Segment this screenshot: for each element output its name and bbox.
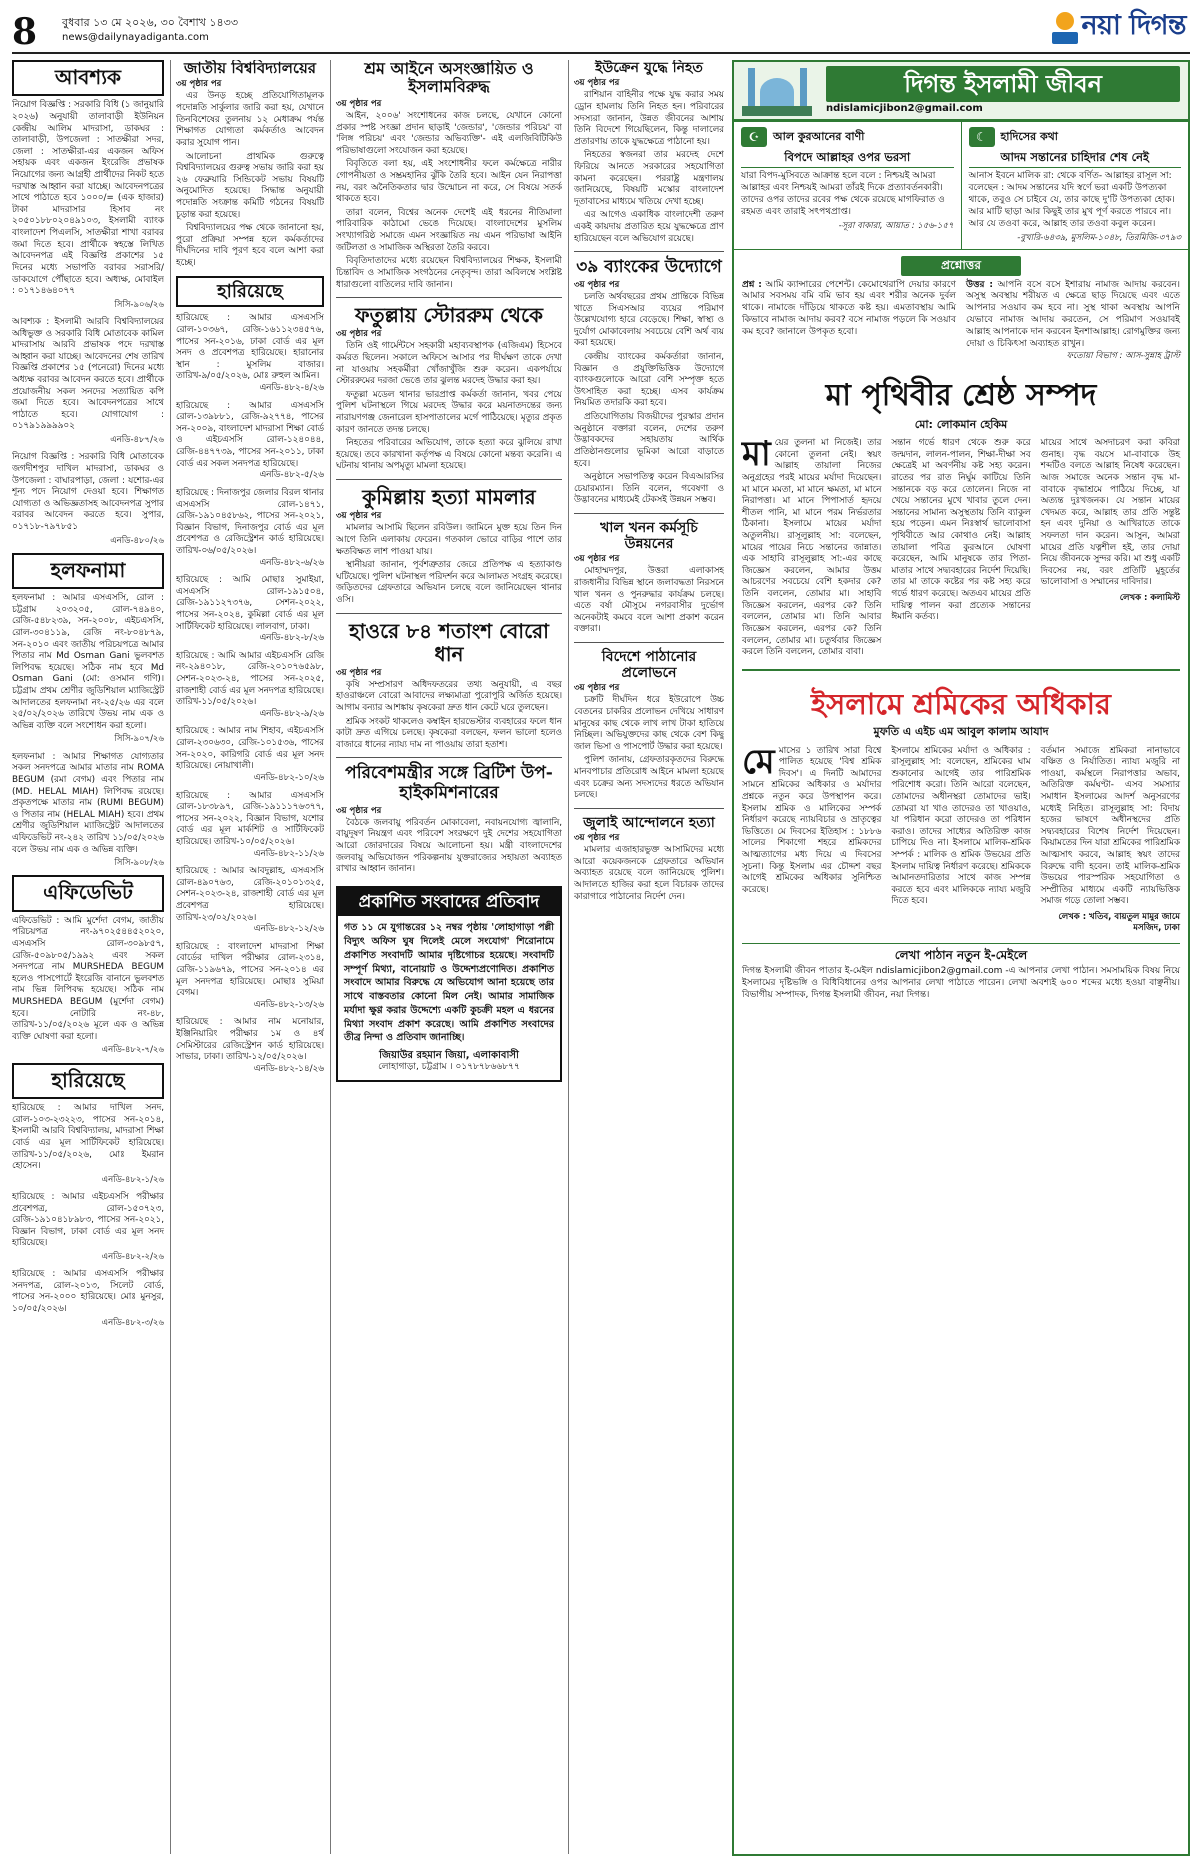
- ad-code: এনডি-৪৮২-৬/২৬: [259, 557, 324, 568]
- feature-column: [742, 741, 882, 935]
- quran-quote: [734, 122, 961, 249]
- content-columns: [12, 54, 1190, 1860]
- islamic-life-section: [732, 60, 1190, 1856]
- lost-notice: [176, 866, 324, 936]
- divider: [574, 513, 724, 514]
- protest-signature: জিয়াউর রহমান জিয়া, এলাকাবাসী: [379, 1050, 519, 1062]
- story-kicker: ৩য় পৃষ্ঠার পর: [176, 79, 222, 90]
- section-head-affidavit: হলফনামা: [12, 553, 164, 589]
- column-text: বর্তমান সমাজে শ্রমিকরা নানাভাবে বঞ্চিত ও নির্যাতিত। ন্যায্য মজুরি না পাওয়া, কর্মস্থলে নিরাপত্তার অভাব, অতিরিক্ত কর্মঘণ্টা- এসব সমস্যার সমাধান ইসলামের আদর্শ অনুসরণের মধ্যেই নিহিত। রাসূলুল্লাহ সা: বিদায় হজের ভাষণে অধীনস্থদের প্রতি সদ্ব্যবহারের বিশেষ নির্দেশ দিয়েছেন। কিয়ামতের দিন যারা শ্রমিকের পারিশ্রমিক আত্মসাৎ করবে, আল্লাহ স্বয়ং তাদের বিরুদ্ধে বাদী হবেন। তাই মালিক-শ্রমিক উভয়ের পারস্পরিক সহযোগিতা ও সম্প্রীতির মাধ্যমে একটি ন্যায়ভিত্তিক সমাজ গড়ে তোলা সম্ভব।: [1040, 745, 1180, 907]
- lost-notice: [176, 575, 324, 645]
- protest-contact: লোহাগাড়া, চট্টগ্রাম । ০১৭৮৭৮৬৬৮৭৭: [378, 1062, 520, 1073]
- paragraph: বিশ্ববিদ্যালয়ের পক্ষ থেকে জানানো হয়, পুরো প্রক্রিয়া সম্পন্ন হলে কর্মকর্তাদের দীর্ঘদিনের দাবি পূরণ হবে বলে আশা করা হচ্ছে।: [176, 223, 324, 268]
- paragraph: শ্রমিক সংকট থাকলেও কম্বাইন হারভেস্টার ব্যবহারের ফলে ধান কাটা দ্রুত এগিয়ে চলছে। কৃষকেরা বলছেন, ফলন ভালো হলেও বাজারে ধানের ন্যায্য দাম না পাওয়ায় তারা হতাশ।: [336, 716, 562, 750]
- divider: [336, 479, 562, 480]
- story-kicker: ৩য় পৃষ্ঠার পর: [336, 329, 382, 340]
- paragraph: প্রতিযোগিতায় বিজয়ীদের পুরস্কার প্রদান অনুষ্ঠানে বক্তারা বলেন, দেশের তরুণ উদ্ভাবকদের সহায়তায় আর্থিক প্রতিষ্ঠানগুলোর ভূমিকা আরো বাড়াতে হবে।: [574, 412, 724, 469]
- ad-code: এনডি-৪৮২-৮/২৬: [259, 633, 324, 644]
- section-email[interactable]: ndislamicjibon2@gmail.com: [826, 102, 983, 114]
- column-rule: [170, 60, 171, 1854]
- column-classified: [12, 60, 164, 1856]
- story-title: ফতুল্লায় স্টোররুম থেকে: [355, 303, 543, 328]
- story-title: শ্রম আইনে অসংজ্ঞায়িত ও ইসলামবিরুদ্ধ: [364, 60, 534, 97]
- column-lost-notices: [176, 60, 324, 1856]
- notice-text: হারিয়েছে : বাংলাদেশ মাদরাসা শিক্ষা বোর্ডের দাখিল পরীক্ষার রোল-২৩১৪, রেজি-১১৯৬৭৯, পাসের সন-২০১৪ এর মূল সনদপত্র হারিয়েছে। মোছাঃ সুমিয়া বেগম।: [176, 941, 324, 999]
- feature-title: মা পৃথিবীর শ্রেষ্ঠ সম্পদ: [825, 378, 1097, 414]
- paragraph: মামলার এজাহারভুক্ত আসামিদের মধ্যে আরো কয়েকজনকে গ্রেফতারে অভিযান অব্যাহত রয়েছে বলে জানিয়েছে পুলিশ। আদালতে হাজির করা হলে বিচারক তাদের কারাগারে পাঠানোর নির্দেশ দেন।: [574, 845, 724, 902]
- story-title: ৩৯ ব্যাংকের উদ্যোগে: [576, 257, 722, 278]
- header-meta: [62, 16, 238, 52]
- answer-label: উত্তর :: [966, 279, 993, 290]
- story-body: [574, 845, 724, 903]
- story-kicker: ৩য় পৃষ্ঠার পর: [574, 279, 620, 290]
- ad-code: সিসি-৯০৮/২৬: [114, 858, 164, 869]
- paragraph: নিহতের স্বজনরা তার মরদেহ দেশে ফিরিয়ে আনতে সরকারের সহযোগিতা কামনা করেছেন। পররাষ্ট্র মন্ত্রণালয় জানিয়েছে, বিষয়টি মস্কোর বাংলাদেশ দূতাবাসের মাধ্যমে খতিয়ে দেখা হচ্ছে।: [574, 150, 724, 207]
- paragraph: আইন, ২০০৬' সংশোধনের কাজ চলছে, যেখানে কোনো প্রকার স্পষ্ট সংজ্ঞা প্রদান ছাড়াই 'জেন্ডার', 'জেন্ডার পরিচয়' বা 'লিঙ্গ পরিচয়' এবং 'জেন্ডার অভিব্যক্তি'- এই এলজিবিটিকিউ পরিভাষাগুলো সংযোজন করা হয়েছে।: [336, 111, 562, 156]
- lost-notice: [176, 313, 324, 394]
- section-head-lost: হারিয়েছে: [176, 276, 324, 308]
- story-body: [176, 91, 324, 269]
- story-title: হাওরে ৮৪ শতাংশ বোরো ধান: [349, 618, 549, 666]
- ad-code: এনডি-৪৮২-১/২৬: [101, 1174, 164, 1185]
- column-news-2: [574, 60, 724, 1856]
- ad-code: এনডি-৪৮২-৭/২৬: [101, 1045, 164, 1056]
- story-kicker: ৩য় পৃষ্ঠার পর: [574, 78, 620, 89]
- quote-text: আনাস ইবনে মালিক রা: থেকে বর্ণিত- আল্লাহর রাসূল সা: বলেছেন : আদম সন্তানের যদি স্বর্ণে ভরা একটি উপত্যকা থাকে, তবুও সে চাইবে যে, তার কাছে দু'টি উপত্যকা হোক। আর মাটি ছাড়া আর কিছুই তার মুখ পূর্ণ করতে পারবে না। আর যে তওবা করে, আল্লাহ তার তওবা কবুল করেন।: [968, 171, 1175, 229]
- feature-byline: মো: লোকমান হেকিম: [914, 417, 1008, 431]
- ad-code: এনডি-৪৮৭/২৬: [110, 435, 164, 446]
- ad-code: এনডি-৪৮০/২৬: [110, 535, 164, 546]
- date-line: বুধবার ১৩ মে ২০২৬, ৩০ বৈশাখ ১৪৩৩: [62, 15, 238, 29]
- classified-item: হলফনামা : আমার এসএসসি, রোল : চট্টগ্রাম ২০৩২০৫, রোল-৭৪৯৪০, রেজি-৫৪৮২৩৯, সন-২০০৮, এইচএসসি, রোল-৩০৪১১৯, রেজি নং-৮০৪৮৭৯, সন-২০১০ এবং জাতীয় পরিচয়পত্রে আমার পিতার নাম Md Osman Gani ভুলবশত লিপিবদ্ধ হয়েছে। সঠিক নাম হবে Md Osman Gani (মো: ওসমান গণি)। চট্টগ্রাম প্রথম শ্রেণীর জুডিশিয়াল ম্যাজিস্ট্রেট আদালতের হলফনামা নং-২৫/২৬ এর বলে ২৫/০২/২০২৬ তারিখে উভয় নাম এক ও অভিন্ন ব্যক্তি বলে সংশোধন করা হলো।: [12, 593, 164, 731]
- notice-text: হারিয়েছে : আমি মোছাঃ সুমাইয়া, এসএসসি রোল-১৯১৫০৪, রেজি-১৯১১২৭৩৭৬, সেশন-২০২২, পাসের সন-২০২৪, কুমিল্লা বোর্ড এর মূল সার্টিফিকেট হারিয়েছে। লালবাগ, ঢাকা।: [176, 575, 324, 632]
- feature-column: ইসলামে শ্রমিকের মর্যাদা ও অধিকার : রাসূলুল্লাহ সা: বলেছেন, শ্রমিকের ঘাম শুকানোর আগেই তার পারিশ্রমিক পরিশোধ করো। তিনি আরো বলেছেন, তোমাদের অধীনস্থরা তোমাদের ভাই। তোমরা যা খাও তাদেরও তা খাওয়াও, যা পরিধান করো তাদেরও তা পরিধান করাও। তাদের সাধ্যের অতিরিক্ত কাজ চাপিয়ে দিও না। ইসলামে মালিক-শ্রমিক সম্পর্ক : মালিক ও শ্রমিক উভয়ের প্রতি ইসলাম দায়িত্ব নির্ধারণ করেছে। শ্রমিককে আমানতদারিতার সাথে কাজ সম্পন্ন করতে হবে এবং মালিককে ন্যায্য মজুরি দিতে হবে।: [891, 745, 1031, 907]
- paragraph: চক্রটি দীর্ঘদিন ধরে ইউরোপে উচ্চ বেতনের চাকরির প্রলোভন দেখিয়ে সাধারণ মানুষের কাছ থেকে লাখ লাখ টাকা হাতিয়ে নিচ্ছিল। অভিযুক্তদের কাছ থেকে বেশ কিছু জাল ভিসা ও পাসপোর্ট উদ্ধার করা হয়েছে।: [574, 695, 724, 752]
- ad-code: এনডি-৪৮২-১০/২৬: [253, 772, 324, 783]
- notice-text: হারিয়েছে : দিনাজপুর জেলার বিরল থানার এসএসসি রোল-১৪৭১, রেজি-১৯১০৪৫৮৬২, পাসের সন-২০২১, বিজ্ঞান বিভাগ, দিনাজপুর বোর্ড এর মূল প্রবেশপত্র ও রেজিস্ট্রেশন কার্ড হারিয়েছে। তারিখ-০৬/০৫/২০২৬।: [176, 487, 324, 556]
- quote-boxes: [734, 122, 1188, 250]
- notice-text: হারিয়েছে : আমার নাম শিহাব, এইচএসসি রোল-২৩০৬৩০, রেজি-১০১৫৩৬, পাসের সন-২০২০, কারিগরি বোর্ড এর মূল সনদ হারিয়েছে। নোয়াখালী।: [176, 726, 324, 772]
- lost-notice: [176, 401, 324, 482]
- notice-text: হারিয়েছে : আমার এসএসসি রোল-১৮৩৮৯৭, রেজি-১৯১১১৭৬৩৭৭, পাসের সন-২০২২, বিজ্ঞান বিভাগ, যশোর বোর্ড এর মূল মার্কশিট ও সার্টিফিকেট হারিয়েছে। তারিখ-১০/০৫/২০২৬।: [176, 790, 324, 847]
- column-rule: [568, 60, 569, 1854]
- paragraph: বিবৃতিতে বলা হয়, এই সংশোধনীর ফলে কর্মক্ষেত্রে নারীর গোপনীয়তা ও সম্ভ্রমহানির ঝুঁকি তৈরি হবে। আইন যেন নিরাপত্তা নয়, বরং অনৈতিকতার দ্বার উন্মোচন না করে, সে বিষয়ে সতর্ক থাকতে হবে।: [336, 159, 562, 205]
- feature-body: [734, 434, 1188, 659]
- paragraph: কেন্দ্রীয় ব্যাংকের কর্মকর্তারা জানান, বিজ্ঞান ও প্রযুক্তিভিত্তিক উদ্যোগে ব্যাংকগুলোকে আরো বেশি সম্পৃক্ত হতে উৎসাহিত করা হচ্ছে। এসব কার্যক্রম নিয়মিত তদারকি করা হবে।: [574, 352, 724, 409]
- story-kicker: ৩য় পৃষ্ঠার পর: [336, 98, 382, 109]
- protest-body: গত ১১ মে যুগান্তরের ১২ নম্বর পৃষ্ঠায় 'লোহাগাড়া পল্লী বিদ্যুৎ অফিস ঘুষ দিলেই মেলে সংযোগ' শিরোনামে প্রকাশিত সংবাদটি আমার দৃষ্টিগোচর হয়েছে। সংবাদটি সম্পূর্ণ মিথ্যা, বানোয়াট ও উদ্দেশ্যপ্রণোদিত। প্রকাশিত সংবাদে আমার বিরুদ্ধে যে অভিযোগ আনা হয়েছে তার সাথে বাস্তবতার কোনো মিল নেই। আমার সামাজিক মর্যাদা ক্ষুণ্ণ করার উদ্দেশ্যে একটি কুচক্রী মহল এ ধরনের মিথ্যা সংবাদ প্রকাশ করেছে। আমি প্রকাশিত সংবাদের তীব্র নিন্দা ও প্রতিবাদ জানাচ্ছি।: [344, 922, 554, 1044]
- ad-code: এনডি-৪৮২-৯/২৬: [259, 708, 324, 719]
- section-head-affidavit-2: এফিডেভিট: [12, 875, 164, 911]
- story-title: কুমিল্লায় হত্যা মামলার: [362, 485, 536, 510]
- ad-code: সিসি-৯০৬/২৬: [114, 299, 164, 310]
- column-news-1: [336, 60, 562, 1856]
- story-kicker: ৩য় পৃষ্ঠার পর: [336, 667, 382, 678]
- answer-text: আপনি বসে বসে ইশারায় নামাজ আদায় করবেন। অসুস্থ অবস্থায় শরীয়ত এ ক্ষেত্রে ছাড় দিয়েছে এবং এতে আপনার সওয়াব কম হবে না। সুস্থ থাকা অবস্থায় আপনি যেভাবে নামাজ আদায় করতেন, সে পরিমাণ সওয়াবই আল্লাহ আপনাকে দান করবেন ইনশাআল্লাহ। রোগমুক্তির জন্য দোয়া ও চিকিৎসা অব্যাহত রাখুন।: [966, 279, 1180, 349]
- paragraph: এর উনড় হচ্ছে প্রতিযোগিতামূলক পদোন্নতি সার্কুলার জারি করা হয়, যেখানে তিনবিশেষের তুলনায় ১২ মেধাক্রম পর্যন্ত শিক্ষাগত যোগ্যতা কর্মকর্তাও আবেদন করার সুযোগ পান।: [176, 91, 324, 148]
- story-body: [574, 695, 724, 801]
- writer-note: লেখক : কলামিস্ট: [1119, 593, 1180, 604]
- feature-column: [1041, 746, 1180, 935]
- story-title: বিদেশে পাঠানোর প্রলোভনে: [601, 649, 697, 682]
- divider: [742, 669, 1180, 671]
- hadith-quote: [961, 122, 1189, 249]
- divider: [574, 251, 724, 252]
- divider: [336, 613, 562, 614]
- paragraph: এর আগেও একাধিক বাংলাদেশী তরুণ একই কায়দায় প্রতারিত হয়ে যুদ্ধক্ষেত্রে প্রাণ হারিয়েছেন বলে অভিযোগ রয়েছে।: [574, 210, 724, 244]
- protest-notice: [336, 886, 562, 1082]
- awashyak-list: [12, 100, 164, 546]
- story-body: [336, 111, 562, 291]
- ad-code: এনডি-৪৮২-১১/২৬: [253, 848, 324, 859]
- feature-byline: মুফতি এ এইচ এম আবুল কালাম আযাদ: [873, 725, 1049, 739]
- sun-logo-icon: [1052, 10, 1078, 44]
- quote-reference: -বুখারি-৬৪৩৯, মুসলিম-১০৪৮, তিরমিজি-৩৭৯৩: [1017, 232, 1181, 243]
- lost-notice: [176, 651, 324, 721]
- paragraph: স্থানীয়রা জানান, পূর্বশত্রুতার জেরে প্রতিপক্ষ এ হত্যাকাণ্ড ঘটিয়েছে। পুলিশ ঘটনাস্থল পরিদর্শন করে আলামত সংগ্রহ করেছে। জড়িতদের গ্রেফতারে অভিযান চলছে বলে জানিয়েছেন থানার ওসি।: [336, 560, 562, 605]
- submission-box: [742, 943, 1180, 1002]
- notice-text: হারিয়েছে : আমার আবদুল্লাহ, এসএসসি রোল-৪৯০৭৬৩, রেজি-২০১০১৩২৫, সেশন-২০২৩-২৪, রাজশাহী বোর্ড এর মূল প্রবেশপত্র হারিয়েছে। তারিখ-২৩/০২/২০২৬।: [176, 866, 324, 923]
- contact-email[interactable]: news@dailynayadiganta.com: [62, 31, 209, 43]
- column-text: মাসের ১ তারিখ সারা বিশ্বে পালিত হয়েছে 'বিশ্ব শ্রমিক দিবস'। এ দিনটি আমাদের সামনে শ্রমিকের অধিকার ও মর্যাদার প্রশ্নকে নতুন করে উপস্থাপন করে। ইসলাম শ্রমিক ও মালিকের সম্পর্ক নির্ধারণ করেছে ন্যায়বিচার ও ভ্রাতৃত্বের ভিত্তিতে। মে দিবসের ইতিহাস : ১৮৮৬ সালের শিকাগো শহরে শ্রমিকদের আত্মত্যাগের মধ্য দিয়ে এ দিবসের সূচনা। কিন্তু ইসলাম এর চৌদ্দশ বছর আগেই শ্রমিকের অধিকার সুনিশ্চিত করেছে।: [742, 745, 882, 895]
- lost-notice: [176, 1017, 324, 1075]
- ad-code: এনডি-৪৮২-১৪/২৬: [253, 1063, 324, 1074]
- label-text: হাদিসের কথা: [1000, 129, 1058, 143]
- drop-cap: মা: [742, 434, 771, 475]
- paragraph: বিবৃতিদাতাদের মধ্যে রয়েছেন বিশ্ববিদ্যালয়ের শিক্ষক, ইসলামী চিন্তাবিদ ও সামাজিক সংগঠনের নেতৃবৃন্দ। তারা অবিলম্বে সংশ্লিষ্ট ধারাগুলো বাতিলের দাবি জানান।: [336, 256, 562, 290]
- feature-column: সন্তান গর্ভে ধারণ থেকে শুরু করে জন্মদান, লালন-পালন, শিক্ষা-দীক্ষা সব ক্ষেত্রেই মা অবর্ণনীয় কষ্ট সহ্য করেন। রাতের পর রাত নির্ঘুম কাটিয়ে তিনি সন্তানকে বড় করে তোলেন। নিজে না খেয়ে সন্তানের মুখে খাবার তুলে দেন। সন্তানের সামান্য অসুস্থতায় তিনি ব্যাকুল হয়ে পড়েন। এমন নিঃস্বার্থ ভালোবাসা পৃথিবীতে আর কোথাও নেই। আল্লাহ তায়ালা পবিত্র কুরআনে ঘোষণা করেছেন, আমি মানুষকে তার পিতা-মাতার সাথে সদ্ব্যবহারের নির্দেশ দিয়েছি। তার মা তাকে কষ্টের পর কষ্ট সহ্য করে গর্ভে ধারণ করেছে। অতএব মায়ের প্রতি দায়িত্ব পালন করা প্রত্যেক সন্তানের ঈমানি কর্তব্য।: [891, 438, 1031, 623]
- paragraph: আলোচনা প্রাথমিক গুরুত্বে বিশ্ববিদ্যালয়ের গুরুত্ব সভায় জারি করা হয় ২৬ ফেব্রুয়ারি সিন্ডিকেট সভায় বিষয়টি অনুমোদিত হয়েছে। সিদ্ধান্ত অনুযায়ী পদোন্নতি সংক্রান্ত কমিটি গঠনের বিষয়টি চূড়ান্ত করা হয়েছে।: [176, 151, 324, 220]
- page-number: 8: [12, 11, 38, 53]
- quote-title: বিপদে আল্লাহর ওপর ভরসা: [741, 150, 954, 168]
- quote-title: আদম সন্তানের চাহিদার শেষ নেই: [969, 150, 1182, 168]
- story-body: [574, 90, 724, 245]
- quote-reference: -সূরা বাকারা, আয়াত : ১৫৬-১৫৭: [838, 220, 954, 231]
- paragraph: তিনি ওই গার্মেন্টসে সহকারী মহাব্যবস্থাপক (এজিএম) হিসেবে কর্মরত ছিলেন। সকালে অফিসে আসার পর দীর্ঘক্ষণ তাকে দেখা না যাওয়ায় সহকর্মীরা খোঁজাখুঁজি শুরু করেন। একপর্যায়ে স্টোররুমের দরজা ভেঙে তার ঝুলন্ত মরদেহ উদ্ধার করা হয়।: [336, 341, 562, 387]
- writer-note: লেখক : খতিব, বায়তুল মামুর জামে মসজিদ, ঢাকা: [1058, 912, 1180, 934]
- mosque-icon: [742, 68, 812, 116]
- notice-text: হারিয়েছে : আমার এসএসসি রোল-১০৩৬৭, রেজি-১৬১১২৩৪৫৭৬, পাসের সন-২০১৬, ঢাকা বোর্ড এর মূল সনদ ও প্রবেশপত্র হারিয়েছে। হারানোর স্থান : মুসলিম বাজার। তারিখ-৯/০৫/২০২৬, মোঃ রুহুল আমিন।: [176, 313, 324, 382]
- logo-text: নয়া দিগন্ত: [1081, 10, 1186, 41]
- paragraph: মোহাম্মদপুর, উত্তরা এলাকাসহ রাজধানীর বিভিন্ন স্থানে জলাবদ্ধতা নিরসনে খাল খনন ও পুনরুদ্ধার কার্যক্রম চলছে। এতে বর্ষা মৌসুমে নগরবাসীর দুর্ভোগ অনেকটাই কমবে বলে আশা প্রকাশ করেন বক্তারা।: [574, 566, 724, 635]
- classified-item: হারিয়েছে : আমার এসএসসি পরীক্ষার সনদপত্র, রোল-২০১৩, সিলেট বোর্ড, পাসের সন-২০০০ হারিয়েছে। মোঃ মুনসুর, ১০/০৫/২০২৬।: [12, 1269, 164, 1315]
- feature-title: ইসলামে শ্রমিকের অধিকার: [811, 686, 1111, 721]
- ad-code: এনডি-৪৮২-৫/২৬: [259, 470, 324, 481]
- ad-code: এনডি-৪৮২-৩/২৬: [101, 1317, 164, 1328]
- paragraph: ফতুল্লা মডেল থানার ভারপ্রাপ্ত কর্মকর্তা জানান, খবর পেয়ে পুলিশ ঘটনাস্থলে গিয়ে মরদেহ উদ্ধার করে ময়নাতদন্তের জন্য নারায়ণগঞ্জ জেনারেল হাসপাতালের মর্গে পাঠিয়েছে। মৃত্যুর প্রকৃত কারণ জানতে তদন্ত চলছে।: [336, 389, 562, 435]
- story-title: জুলাই আন্দোলনে হত্যা: [583, 814, 715, 831]
- story-body: [336, 523, 562, 606]
- story-body: [336, 341, 562, 473]
- story-body: [574, 566, 724, 636]
- drop-cap: মে: [742, 741, 775, 782]
- section-title: দিগন্ত ইসলামী জীবন: [826, 66, 1180, 102]
- classified-item: নিয়োগ বিজ্ঞপ্তি : সরকারি বিধি (১ জানুয়ারি ২০২৬) অনুযায়ী তালাবাড়ী ইউনিয়ন কেন্দ্রীয় আলিম মাদরাসা, ডাকঘর : তালাবাড়ী, উপজেলা : সাতক্ষীরা সদর, জেলা : সাতক্ষীরা-এর একজন অফিস সহায়ক এবং একজন ইংরেজি প্রভাষক নিয়োগের জন্য আগ্রহী প্রার্থীদের নিকট হতে দরখাস্ত আহ্বান করা যাচ্ছে। আবেদনপত্রের সাথে পাঠাতে হবে ১০০০/= (এক হাজার) টাকা মাদরাসার হিসাব নং ২০৫০১৮৮০২০৪৯১০৩, ইসলামী ব্যাংক বাংলাদেশ পিএলসি, সাতক্ষীরা শাখা বরাবর জমা দিতে হবে। প্রার্থীকে স্বহস্তে লিখিত আবেদনপত্র এই বিজ্ঞপ্তি প্রকাশের ১৫ দিনের মধ্যে সভাপতি বরাবর সরাসরি/ডাকযোগে পৌঁছাতে হবে। অধ্যক্ষ, মোবাইল : ০১৭১৪৬৪০৭৭: [12, 100, 164, 297]
- ad-code: এনডি-৪৮২-১২/২৬: [253, 924, 324, 935]
- paragraph: তারা বলেন, বিশ্বের অনেক দেশেই এই ধরনের নীতিমালা পারিবারিক কাঠামো ভেঙে দিয়েছে। বাংলাদেশের মুসলিম সংখ্যাগরিষ্ঠ সমাজে এমন সংজ্ঞায়িত নয় এমন পরিভাষা আইনি জটিলতা ও সামাজিক অস্থিরতা তৈরি করবে।: [336, 207, 562, 253]
- story-kicker: ৩য় পৃষ্ঠার পর: [574, 554, 620, 565]
- story-kicker: ৩য় পৃষ্ঠার পর: [336, 511, 382, 522]
- story-body: [336, 680, 562, 752]
- question-label: প্রশ্ন :: [742, 279, 762, 290]
- hadith-label: [969, 127, 1182, 147]
- divider: [336, 297, 562, 298]
- quran-label: [741, 127, 954, 147]
- crescent-icon: ☾: [969, 127, 995, 147]
- lost-notice: [176, 726, 324, 784]
- notice-text: হারিয়েছে : আমার এসএসসি রোল-১৩৯৮৮১, রেজি-৯২৭৭৪, পাসের সন-২০০৯, বাংলাদেশ মাদরাসা শিক্ষা বোর্ড ও এইচএসসি রোল-১২৪০৪৪, রেজি-৪৪৭৭৩৯, পাসের সন-২০১১, ঢাকা বোর্ড এর সকল সনদপত্র হারিয়েছে।: [176, 400, 324, 469]
- column-text: মায়ের সাথে অসদাচরণ করা কবিরা গুনাহ। বৃদ্ধ বয়সে মা-বাবাকে উহ শব্দটিও বলতে আল্লাহ নিষেধ করেছেন। আজ সমাজে অনেক সন্তান বৃদ্ধ মা-বাবাকে বৃদ্ধাশ্রমে পাঠিয়ে দিচ্ছে, যা অত্যন্ত দুঃখজনক। যে সন্তান মায়ের খেদমত করে, আল্লাহ তার প্রতি সন্তুষ্ট হন এবং দুনিয়া ও আখিরাতে তাকে সফলতা দান করেন। আসুন, আমরা মায়ের প্রতি যত্নশীল হই, তার দোয়া নিয়ে জীবনকে সুন্দর করি। মা শুধু একটি দিবসের নয়, বরং প্রতিটি মুহূর্তের ভালোবাসা ও সম্মানের দাবিদার।: [1040, 438, 1180, 588]
- classified-item: নিয়োগ বিজ্ঞপ্তি : সরকারি বিধি মোতাবেক জগদীশপুর দাখিল মাদরাসা, ডাকঘর ও উপজেলা : বাঘারপাড়া, জেলা : যশোর-এর শূন্য পদে নিয়োগ দেওয়া হবে। শিক্ষাগত যোগ্যতা ও অভিজ্ঞতাসহ আবেদনপত্র সুপার বরাবর আবেদন করতে হবে। সুপার, ০১৭১৮-৭৯৭৮৫১: [12, 452, 164, 532]
- paragraph: কৃষি সম্প্রসারণ অধিদফতরের তথ্য অনুযায়ী, এ বছর হাওরাঞ্চলে বোরো আবাদের লক্ষ্যমাত্রা পুরোপুরি অর্জিত হয়েছে। আগাম বন্যার আশঙ্কায় কৃষকেরা দ্রুত ধান কেটে ঘরে তুলছেন।: [336, 679, 562, 713]
- column-rule: [330, 60, 331, 1854]
- section-head-lost: হারিয়েছে: [12, 1063, 164, 1099]
- classified-item: হারিয়েছে : আমার দাখিল সনদ, রোল-১০৩-২৩২২৩, পাসের সন-২০১৪, ইসলামী আরবি বিশ্ববিদ্যালয়, মাদরাসা শিক্ষা বোর্ড এর মূল সার্টিফিকেট হারিয়েছে। তারিখ-১১/০৫/২০২৬, মোঃ ইমরান হোসেন।: [12, 1103, 164, 1172]
- divider: [574, 808, 724, 809]
- qa-question: [742, 280, 956, 362]
- classified-item: হলফনামা : আমার শিক্ষাগত যোগ্যতার সকল সনদপত্রে আমার মাতার নাম ROMA BEGUM (রমা বেগম) এবং পিতার নাম (MD. HELAL MIAH) লিপিবদ্ধ রয়েছে। প্রকৃতপক্ষে মাতার নাম (RUMI BEGUM) ও পিতার নাম (HELAL MIAH) হবে। প্রথম শ্রেণীর জুডিশিয়াল ম্যাজিস্ট্রেট আদালতের এফিডেভিট নং-২৪২ তারিখ ১১/০৫/২০২৬ বলে উভয় নাম এক ও অভিন্ন ব্যক্তি।: [12, 751, 164, 855]
- lost-notice: [176, 942, 324, 1012]
- ad-code: এনডি-৪৮২-৪/২৬: [259, 383, 324, 394]
- paragraph: রাশিয়ান বাহিনীর পক্ষে যুদ্ধ করার সময় ড্রোন হামলায় তিনি নিহত হন। পরিবারের সদস্যরা জানান, উন্নত জীবনের আশায় তিনি বিদেশে গিয়েছিলেন, কিন্তু দালালের প্রতারণায় তাকে যুদ্ধক্ষেত্রে পাঠানো হয়।: [574, 90, 724, 147]
- classified-item: এফিডেভিট : আমি মুর্শেদা বেগম, জাতীয় পরিচয়পত্র নং-৯৭০২৫৪৪৫২০২০, এসএসসি রোল-৩০৯৮৫৭, রেজি-৫০৯৮০৫/১৯৯২ এবং সকল সনদপত্রে নাম MURSHEDA BEGUM হলেও পাসপোর্টে ইংরেজি বানানে ভুলবশত নাম ভিন্ন লিপিবদ্ধ হয়েছে। সঠিক নাম MURSHEDA BEGUM (মুর্শেদা বেগম) হবে। নোটারি নং-৪৮, তারিখ-১১/০৫/২০২৬ মূলে এক ও অভিন্ন ব্যক্তি ঘোষণা করা হলো।: [12, 915, 164, 1042]
- story-title: জাতীয় বিশ্ববিদ্যালয়ের: [183, 60, 317, 77]
- paragraph: মামলার আসামি ছিলেন রবিউল। জামিনে মুক্ত হয়ে তিন দিন আগে তিনি এলাকায় ফেরেন। গতকাল ভোরে বাড়ির পাশে তার ক্ষতবিক্ষত লাশ পাওয়া যায়।: [336, 523, 562, 557]
- qa-answer: [966, 280, 1180, 362]
- submission-title: লেখা পাঠান নতুন ই-মেইলে: [894, 947, 1028, 962]
- question-text: আমি ক্যান্সারের পেশেন্ট। কেমোথেরাপি দেয়ার কারণে আমার সবসময় বমি বমি ভাব হয় এবং শরীর অনেক দুর্বল থাকে। নামাজে দাঁড়িয়ে থাকতে কষ্ট হয়। এমতাবস্থায় আমি কিভাবে নামাজ আদায় করব? বসে নামাজ পড়লে কি সওয়াব কম হবে? জানালে উপকৃত হবো।: [742, 279, 956, 338]
- story-kicker: ৩য় পৃষ্ঠার পর: [336, 805, 382, 816]
- divider: [574, 642, 724, 643]
- column-text: য়ের তুলনা মা নিজেই। তার কোনো তুলনা নেই। স্বয়ং আল্লাহ তায়ালা নিজের অনুগ্রহের পরই মায়ের মর্যাদা দিয়েছেন। মা মানে মমতা, মা মানে ক্ষমতা, মা মানে নিরাপত্তা। মা মানে পিপাসার্ত হৃদয়ে শীতল পানি, মা মানে পরম নির্ভরতার ঠিকানা। ইসলামে মায়ের মর্যাদা অতুলনীয়। রাসূলুল্লাহ সা: বলেছেন, মায়ের পায়ের নিচে সন্তানের জান্নাত। এক সাহাবি রাসূলুল্লাহ সা:-এর কাছে জিজ্ঞেস করলেন, আমার উত্তম আচরণের সবচেয়ে বেশি হকদার কে? তিনি বললেন, তোমার মা। সাহাবি জিজ্ঞেস করলেন, এরপর কে? তিনি বললেন, তোমার মা। তিনি আবার জিজ্ঞেস করলেন, এরপর কে? তিনি বললেন, তোমার মা। চতুর্থবার জিজ্ঞেস করলে তিনি বললেন, তোমার বাবা।: [742, 438, 882, 658]
- submission-body: দিগন্ত ইসলামী জীবন পাতার ই-মেইল ndislamicjibon2@gmail.com -এ আপনার লেখা পাঠান। সমসাময়িক বিষয় নিয়ে ইসলামের দৃষ্টিভঙ্গি ও বিধিবিধানের ওপর আপনার লেখা পাঠাতে পারেন। লেখা অবশ্যই ৬০০ শব্দের মধ্যে হওয়া বাঞ্ছনীয়। বিভাগীয় সম্পাদক, দিগন্ত ইসলামী জীবন, নয়া দিগন্ত।: [742, 966, 1180, 1001]
- ad-code: সিসি-৯০৭/২৬: [114, 734, 164, 745]
- qa-title: প্রশ্নোত্তর: [901, 256, 1021, 276]
- paragraph: অনুষ্ঠানে সভাপতিত্ব করেন বিএআরসির চেয়ারম্যান। তিনি বলেন, গবেষণা ও উদ্ভাবনের মাধ্যমেই টেকসই উন্নয়ন সম্ভব।: [574, 472, 724, 506]
- section-head-awashyak: আবশ্যক: [12, 60, 164, 96]
- paragraph: চলতি অর্থবছরের প্রথম প্রান্তিকে বিভিন্ন খাতে সিএসআর ব্যয়ের পরিমাণ উল্লেখযোগ্য হারে বেড়েছে। শিক্ষা, স্বাস্থ্য ও দুর্যোগ মোকাবেলায় সবচেয়ে বেশি অর্থ ব্যয় করা হয়েছে।: [574, 292, 724, 349]
- story-kicker: ৩য় পৃষ্ঠার পর: [574, 833, 620, 844]
- paragraph: নিহতের পরিবারের অভিযোগ, তাকে হত্যা করে ঝুলিয়ে রাখা হয়েছে। তবে কারখানা কর্তৃপক্ষ এ বিষয়ে কোনো মন্তব্য করেনি। এ ঘটনায় থানায় অপমৃত্যু মামলা হয়েছে।: [336, 438, 562, 472]
- story-body: [336, 818, 562, 876]
- classified-item: হারিয়েছে : আমার এইচএসসি পরীক্ষার প্রবেশপত্র, রোল-১৫০৭২৩, রেজি-১৯১০৪১৮৯৮৩, পাসের সন-২০২১, বিজ্ঞান বিভাগ, ঢাকা বোর্ড এর মূল সনদ হারিয়েছে।: [12, 1191, 164, 1249]
- ad-code: এনডি-৪৮২-১৩/২৬: [253, 999, 324, 1010]
- divider: [336, 757, 562, 758]
- qa-block: [734, 280, 1188, 362]
- newspaper-logo: [1052, 8, 1186, 44]
- feature-column: [1041, 438, 1180, 659]
- lost-notice: [176, 488, 324, 569]
- paragraph: বৈঠকে জলবায়ু পরিবর্তন মোকাবেলা, নবায়নযোগ্য জ্বালানি, বায়ুদূষণ নিয়ন্ত্রণ এবং পরিবেশ সংরক্ষণে দুই দেশের সহযোগিতা আরো জোরদারের বিষয়ে আলোচনা হয়। মন্ত্রী বাংলাদেশের জলবায়ু অভিযোজন পরিকল্পনায় যুক্তরাজ্যের সহায়তা অব্যাহত রাখার আহ্বান জানান।: [336, 817, 562, 875]
- qa-reference: ফতোয়া বিভাগ : আস-সুন্নাহ ট্রাস্ট: [1066, 350, 1180, 361]
- label-text: আল কুরআনের বাণী: [773, 129, 865, 143]
- ad-code: এনডি-৪৮২-২/২৬: [101, 1252, 164, 1263]
- lost-notice: [176, 791, 324, 861]
- story-title: ইউক্রেন যুদ্ধে নিহত: [595, 60, 703, 76]
- islamic-section-frame: [732, 60, 1190, 1856]
- notice-text: হারিয়েছে : আমার নাম মনোয়ার, ইঞ্জিনিয়ারিং পরীক্ষার ১ম ও ৪র্থ সেমিস্টারের রেজিস্ট্রেশন কার্ড হারিয়েছে। সাভার, ঢাকা। তারিখ-১২/০৫/২০২৬।: [176, 1017, 324, 1063]
- feature-column: [742, 434, 882, 659]
- notice-text: হারিয়েছে : আমি আমার এইচএসসি রেজি নং-২৯৪০১৮, রেজি-২০১০৭৬৫৯৮, সেশন-২০২৩-২৪, পাসের সন-২০২৫, রাজশাহী বোর্ড এর মূল সনদপত্র হারিয়েছে। তারিখ-১১/০৫/২০২৬।: [176, 650, 324, 708]
- protest-title: প্রকাশিত সংবাদের প্রতিবাদ: [338, 888, 560, 916]
- story-kicker: ৩য় পৃষ্ঠার পর: [574, 683, 620, 694]
- book-icon: ☪: [741, 127, 767, 147]
- masthead: [12, 6, 1190, 54]
- story-title: পরিবেশমন্ত্রীর সঙ্গে ব্রিটিশ উপ-হাইকমিশনারের: [345, 763, 553, 803]
- feature-body: [734, 741, 1188, 935]
- islamic-banner: [734, 62, 1188, 122]
- story-title: খাল খনন কর্মসূচি উন্নয়নের: [600, 519, 698, 553]
- paragraph: পুলিশ জানায়, গ্রেফতারকৃতদের বিরুদ্ধে মানবপাচার প্রতিরোধ আইনে মামলা হয়েছে এবং চক্রের অন্য সদস্যদের ধরতে অভিযান চলছে।: [574, 755, 724, 801]
- quote-text: যারা বিপদ-মুসিবতে আক্রান্ত হলে বলে : নিশ্চয়ই আমরা আল্লাহর এবং নিশ্চয়ই আমরা তাঁরই দিকে প্রত্যাবর্তনকারী। তাদের ওপর তাদের রবের পক্ষ থেকে রয়েছে মাগফিরাত ও রহমত এবং তারাই সৎপথপ্রাপ্ত।: [741, 171, 945, 217]
- classified-item: আবশ্যক : ইসলামী আরবি বিশ্ববিদ্যালয়ের অধিভুক্ত ও সরকারি বিধি মোতাবেক কামিল মাদরাসায় আরবি প্রভাষক পদে দরখাস্ত আহ্বান করা যাচ্ছে। আবেদনের শেষ তারিখ বিজ্ঞপ্তি প্রকাশের ১৫ (পনেরো) দিনের মধ্যে অধ্যক্ষ বরাবর আবেদন করতে হবে। প্রার্থীকে প্রয়োজনীয় সকল সনদের সত্যায়িত কপি জমা দিতে হবে। আবেদনপত্রের সাথে পাঠাতে হবে। যোগাযোগ : ০১৭৯১৯৯৯৯০২: [12, 316, 164, 432]
- story-body: [574, 292, 724, 507]
